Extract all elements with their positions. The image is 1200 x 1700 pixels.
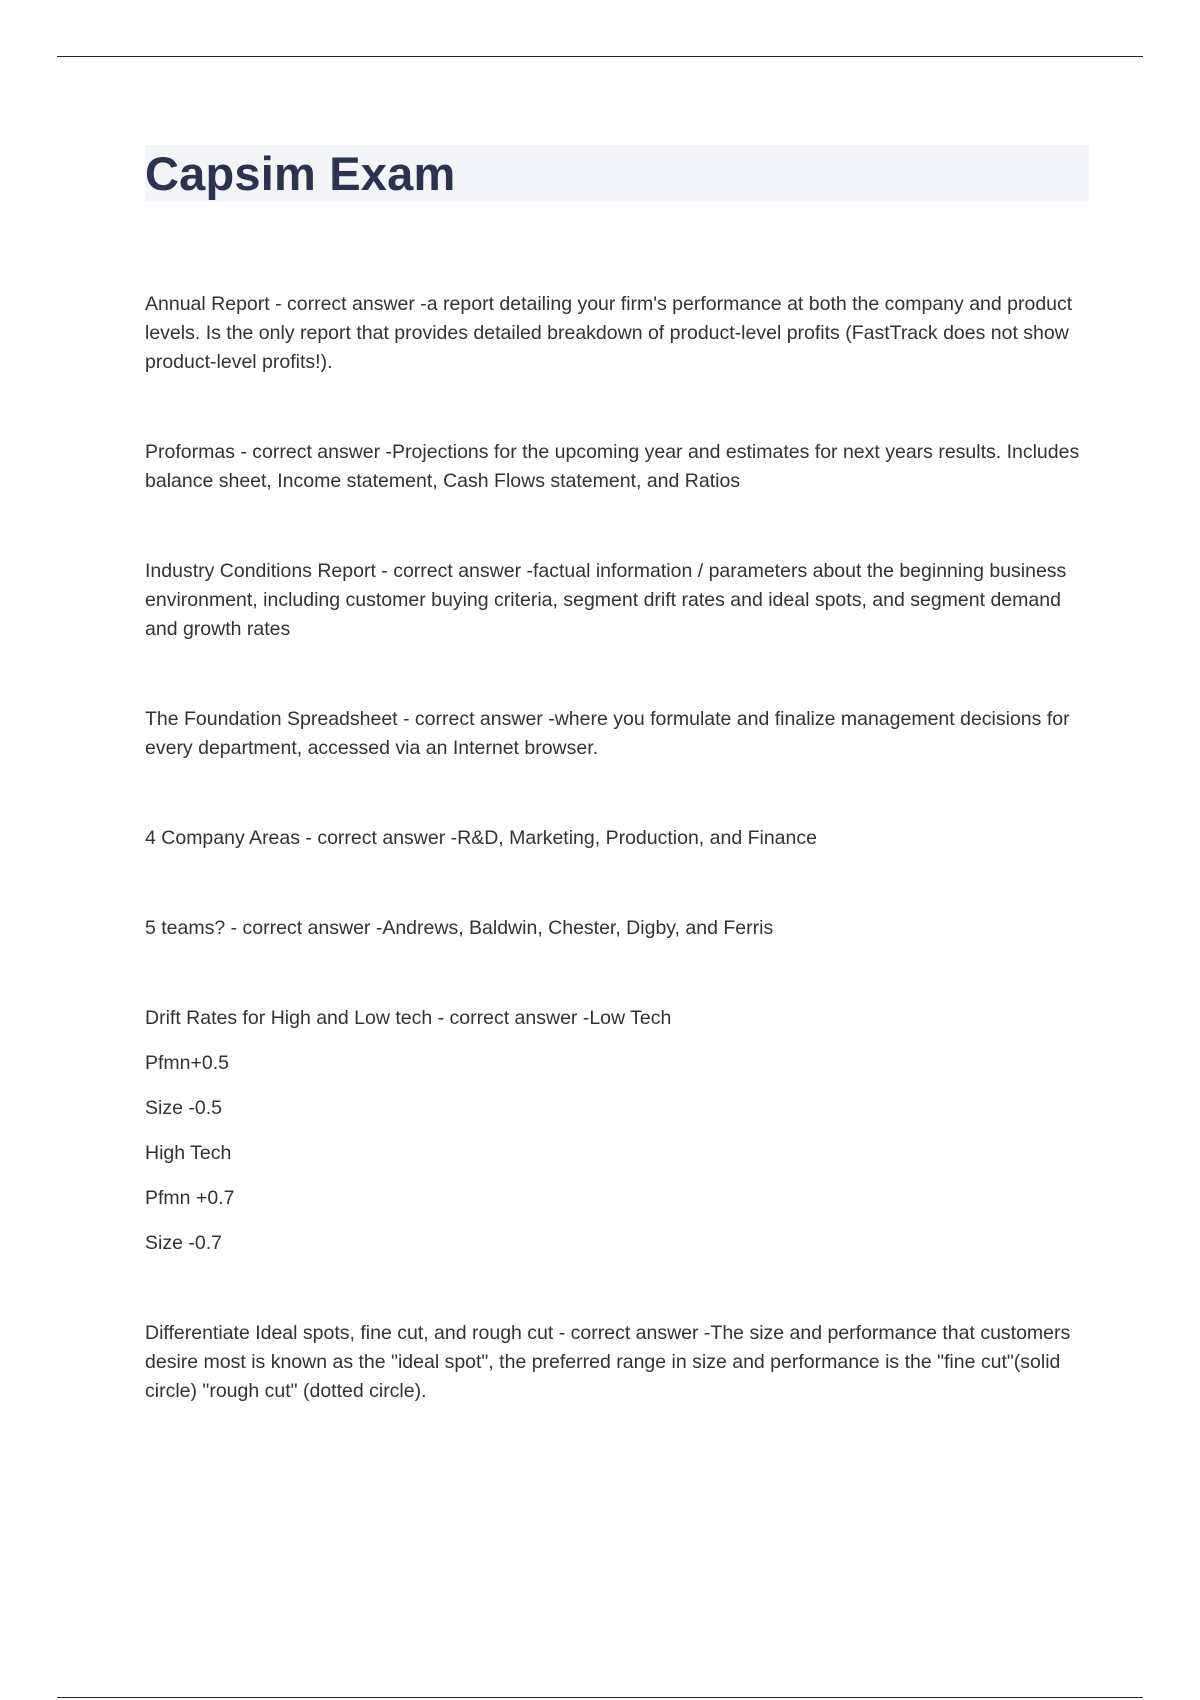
document-body — [145, 290, 1090, 1406]
drift-line: High Tech — [145, 1142, 232, 1164]
drift-line: Size -0.7 — [145, 1232, 222, 1254]
drift-line: Size -0.5 — [145, 1097, 222, 1119]
header-rule — [57, 56, 1143, 57]
entry-industry-conditions: Industry Conditions Report - correct answer -factual information / parameters about the beginning business environment, including customer buying criteria, segment drift rates and ideal spots, and segment demand and growth rates — [145, 560, 1067, 640]
entry-annual-report: Annual Report - correct answer -a report detailing your firm's performance at both the company and product levels. Is the only report that provides detailed breakdown of product-level profits (FastTrack does not show product-level profits!). — [145, 293, 1073, 373]
entry-proformas: Proformas - correct answer -Projections for the upcoming year and estimates for next years results. Includes balance sheet, Income statement, Cash Flows statement, and Ratios — [145, 441, 1080, 492]
drift-line: Pfmn +0.7 — [145, 1187, 235, 1209]
spacer — [145, 853, 1090, 914]
spacer — [145, 377, 1090, 438]
spacer — [145, 1258, 1090, 1319]
page-title: Capsim Exam — [145, 147, 456, 200]
entry-company-areas: 4 Company Areas - correct answer -R&D, Marketing, Production, and Finance — [145, 827, 817, 849]
spacer — [145, 644, 1090, 705]
spacer — [145, 496, 1090, 557]
footer-rule — [57, 1697, 1143, 1698]
entry-drift-rates — [145, 1004, 1090, 1258]
drift-rates-question: Drift Rates for High and Low tech - correct answer -Low Tech — [145, 1007, 672, 1029]
entry-teams: 5 teams? - correct answer -Andrews, Baldwin, Chester, Digby, and Ferris — [145, 917, 774, 939]
entry-foundation-spreadsheet: The Foundation Spreadsheet - correct answer -where you formulate and finalize management decisions for every department, accessed via an Internet browser. — [145, 708, 1070, 759]
entry-ideal-spots: Differentiate Ideal spots, fine cut, and rough cut - correct answer -The size and performance that customers desire most is known as the "ideal spot", the preferred range in size and performance is the "fine cut"(solid circle) "rough cut" (dotted circle). — [145, 1322, 1071, 1402]
spacer — [145, 763, 1090, 824]
drift-line: Pfmn+0.5 — [145, 1052, 230, 1074]
spacer — [145, 943, 1090, 1004]
